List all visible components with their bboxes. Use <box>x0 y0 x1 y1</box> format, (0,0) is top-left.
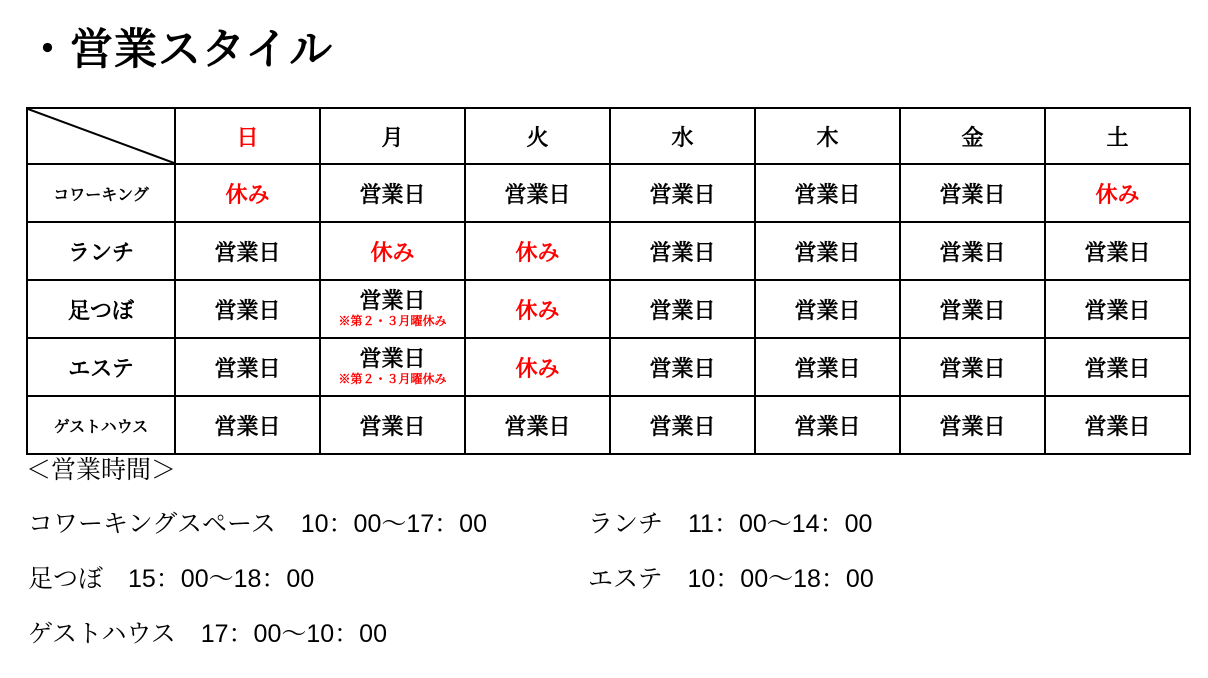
cell-foot-sat: 営業日 <box>1045 280 1190 338</box>
cell-foot-wed: 営業日 <box>610 280 755 338</box>
cell-guesthouse-wed: 営業日 <box>610 396 755 454</box>
hours-guesthouse: ゲストハウス 17：00〜10：00 <box>28 620 387 648</box>
day-header-mon: 月 <box>320 108 465 164</box>
row-label-esthetic: エステ <box>27 338 175 396</box>
cell-guesthouse-tue: 営業日 <box>465 396 610 454</box>
page-title: ・営業スタイル <box>26 26 334 74</box>
cell-foot-sun: 営業日 <box>175 280 320 338</box>
cell-esthetic-sat: 営業日 <box>1045 338 1190 396</box>
business-schedule-table <box>26 107 1191 455</box>
cell-esthetic-thu: 営業日 <box>755 338 900 396</box>
day-header-thu: 木 <box>755 108 900 164</box>
cell-coworking-fri: 営業日 <box>900 164 1045 222</box>
cell-guesthouse-sat: 営業日 <box>1045 396 1190 454</box>
day-header-tue: 火 <box>465 108 610 164</box>
cell-lunch-sat: 営業日 <box>1045 222 1190 280</box>
cell-esthetic-mon-note: ※第２・３月曜休み <box>338 372 447 387</box>
day-header-sun: 日 <box>175 108 320 164</box>
diagonal-line-icon <box>28 109 174 163</box>
row-label-lunch: ランチ <box>27 222 175 280</box>
cell-coworking-wed: 営業日 <box>610 164 755 222</box>
cell-guesthouse-sun: 営業日 <box>175 396 320 454</box>
cell-esthetic-sun: 営業日 <box>175 338 320 396</box>
cell-foot-tue: 休み <box>465 280 610 338</box>
cell-coworking-mon: 営業日 <box>320 164 465 222</box>
cell-lunch-sun: 営業日 <box>175 222 320 280</box>
cell-foot-thu: 営業日 <box>755 280 900 338</box>
hours-foot-massage: 足つぼ 15：00〜18：00 <box>28 565 315 593</box>
cell-foot-fri: 営業日 <box>900 280 1045 338</box>
hours-lunch: ランチ 11：00〜14：00 <box>588 510 873 538</box>
cell-esthetic-fri: 営業日 <box>900 338 1045 396</box>
row-label-guesthouse: ゲストハウス <box>27 396 175 454</box>
cell-lunch-wed: 営業日 <box>610 222 755 280</box>
table-row <box>27 396 1190 454</box>
cell-guesthouse-thu: 営業日 <box>755 396 900 454</box>
cell-coworking-tue: 営業日 <box>465 164 610 222</box>
table-row <box>27 280 1190 338</box>
day-header-wed: 水 <box>610 108 755 164</box>
cell-guesthouse-mon: 営業日 <box>320 396 465 454</box>
cell-foot-mon <box>320 280 465 338</box>
cell-coworking-sun: 休み <box>175 164 320 222</box>
row-label-foot-massage: 足つぼ <box>27 280 175 338</box>
cell-esthetic-wed: 営業日 <box>610 338 755 396</box>
hours-coworking: コワーキングスペース 10：00〜17：00 <box>28 510 487 538</box>
cell-guesthouse-fri: 営業日 <box>900 396 1045 454</box>
day-header-fri: 金 <box>900 108 1045 164</box>
business-hours-title: ＜営業時間＞ <box>26 456 177 484</box>
cell-coworking-thu: 営業日 <box>755 164 900 222</box>
cell-esthetic-mon <box>320 338 465 396</box>
cell-lunch-thu: 営業日 <box>755 222 900 280</box>
table-corner-cell <box>27 108 175 164</box>
day-header-sat: 土 <box>1045 108 1190 164</box>
cell-lunch-tue: 休み <box>465 222 610 280</box>
table-row <box>27 338 1190 396</box>
cell-coworking-sat: 休み <box>1045 164 1190 222</box>
table-row <box>27 164 1190 222</box>
cell-esthetic-mon-text: 営業日 <box>359 346 426 372</box>
hours-esthetic: エステ 10：00〜18：00 <box>588 565 874 593</box>
table-header-row <box>27 108 1190 164</box>
cell-esthetic-tue: 休み <box>465 338 610 396</box>
cell-foot-mon-text: 営業日 <box>359 288 426 314</box>
cell-lunch-fri: 営業日 <box>900 222 1045 280</box>
row-label-coworking: コワーキング <box>27 164 175 222</box>
table-row <box>27 222 1190 280</box>
cell-lunch-mon: 休み <box>320 222 465 280</box>
cell-foot-mon-note: ※第２・３月曜休み <box>338 314 447 329</box>
